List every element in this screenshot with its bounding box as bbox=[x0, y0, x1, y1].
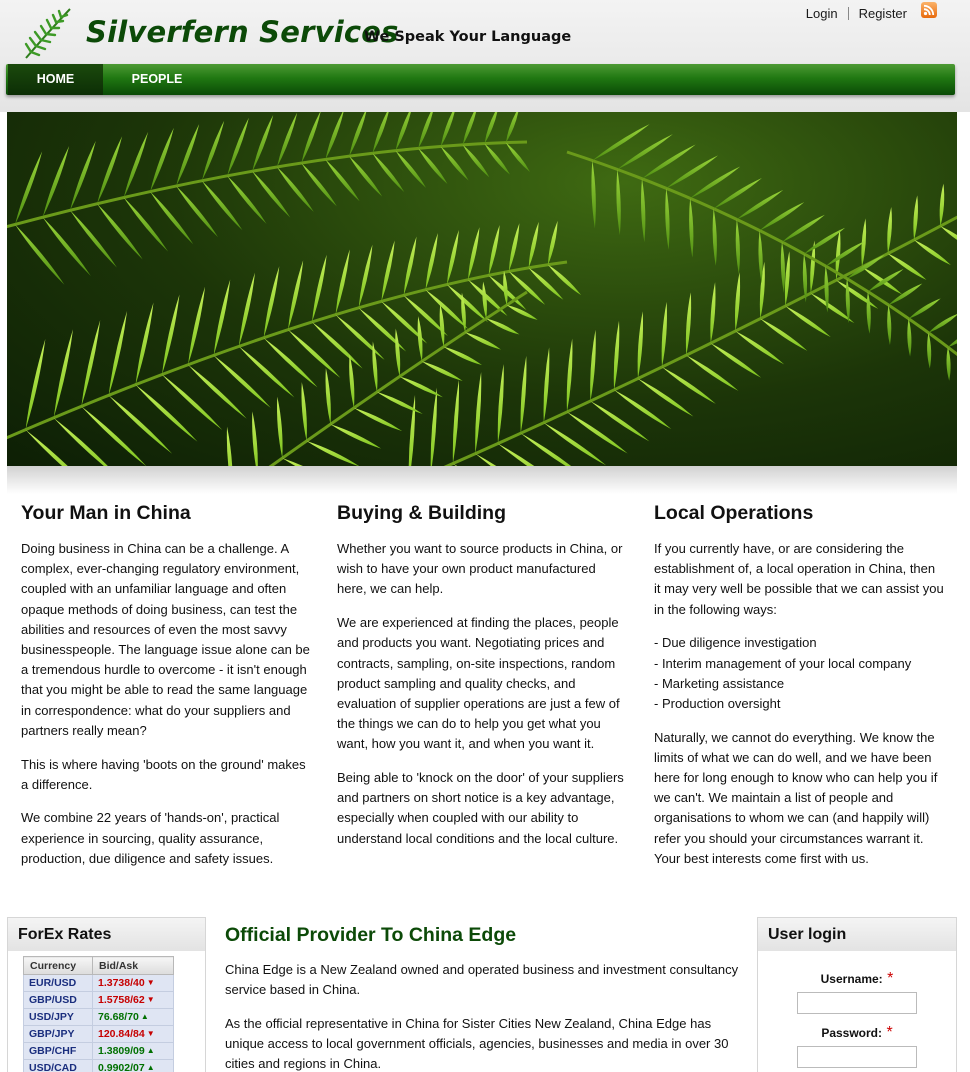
bid-ask-cell bbox=[93, 975, 174, 992]
column-paragraph: We combine 22 years of 'hands-on', practical experience in sourcing, quality assurance, production, due diligence and safety issues. bbox=[21, 810, 280, 866]
bid-ask-cell bbox=[93, 1060, 174, 1072]
block-title: User login bbox=[758, 918, 956, 951]
trend-down-icon: ▼ bbox=[146, 978, 155, 987]
site-name[interactable]: Silverfern Services bbox=[86, 15, 399, 49]
column-paragraph: Being able to 'knock on the door' of your suppliers and partners on short notice is a key advantage, especially when coupled with our ability to understand local conditions and the local culture. bbox=[337, 770, 624, 846]
trend-up-icon: ▲ bbox=[140, 1012, 149, 1021]
bid-ask-value: 0.9902/07 bbox=[98, 1062, 145, 1072]
bid-ask-value: 1.3738/40 bbox=[98, 977, 145, 989]
column-paragraph: Doing business in China can be a challenge. A complex, ever-changing regulatory environment, coupled with an unfamiliar language and often opaque methods of doing business, can test the abilities and resources of even the most savvy businesspeople. The language issue alone can be a tremendous hurdle to overcome - it isn't enough that you might be able to read the same language in correspondence: what do your suppliers and partners really mean? bbox=[21, 541, 310, 738]
block-title: ForEx Rates bbox=[8, 918, 205, 951]
bid-ask-value: 120.84/84 bbox=[98, 1028, 145, 1040]
column-paragraph: Naturally, we cannot do everything. We know the limits of what we can do well, and we have been here for long enough to know who can help you if we can't. We maintain a list of people and organisations to whom we can (and happily will) refer you should your circumstances warrant it. Your best interests come first with us. bbox=[654, 729, 938, 866]
username-field-group bbox=[758, 970, 956, 1014]
trend-down-icon: ▼ bbox=[146, 995, 155, 1004]
currency-pair: GBP/USD bbox=[24, 992, 93, 1009]
column-title: Local Operations bbox=[654, 502, 814, 524]
currency-pair: EUR/USD bbox=[24, 975, 93, 992]
section-paragraph: As the official representative in China for Sister Cities New Zealand, China Edge has unique access to local government officials, agencies, businesses and media in over 30 cities and regions in China. bbox=[225, 1015, 729, 1072]
username-label: Username: bbox=[820, 972, 883, 986]
required-marker: * bbox=[886, 1024, 893, 1041]
bid-ask-cell bbox=[93, 1043, 174, 1060]
column-title: Buying & Building bbox=[337, 502, 506, 524]
nav-item-home[interactable]: HOME bbox=[8, 64, 103, 95]
nav-item-people[interactable]: PEOPLE bbox=[131, 72, 183, 86]
forex-row bbox=[24, 1060, 174, 1072]
fern-fronds bbox=[7, 112, 957, 466]
forex-row bbox=[24, 1043, 174, 1060]
required-marker: * bbox=[887, 970, 894, 987]
column-paragraph: We are experienced at finding the places, people and products you want. Negotiating prices and contracts, sampling, on-site inspections, random product sampling and quality checks, and evaluation of supplier operations are just a few of the things we can do to help you get what you want, how you want it, and when you want it. bbox=[337, 615, 620, 752]
table-header: Currency bbox=[24, 957, 93, 975]
trend-up-icon: ▲ bbox=[146, 1046, 155, 1055]
currency-pair: GBP/JPY bbox=[24, 1026, 93, 1043]
banner-shadow bbox=[7, 466, 957, 494]
currency-pair: USD/JPY bbox=[24, 1009, 93, 1026]
column-buying-building bbox=[337, 500, 627, 862]
password-field-group bbox=[758, 1024, 956, 1068]
site-slogan: We Speak Your Language bbox=[364, 29, 572, 45]
password-input[interactable] bbox=[797, 1046, 917, 1068]
main-navigation bbox=[6, 64, 955, 95]
section-title: Official Provider To China Edge bbox=[225, 924, 517, 946]
forex-row bbox=[24, 1009, 174, 1026]
forex-table bbox=[23, 956, 174, 1072]
password-label: Password: bbox=[821, 1026, 882, 1040]
service-list: - Due diligence investigation - Interim management of your local company - Marketing assistance - Production oversight bbox=[654, 635, 912, 711]
rss-feed-icon[interactable] bbox=[921, 2, 937, 18]
currency-pair: USD/CAD bbox=[24, 1060, 93, 1072]
forex-row bbox=[24, 1026, 174, 1043]
bid-ask-cell bbox=[93, 1026, 174, 1043]
forex-row bbox=[24, 975, 174, 992]
trend-up-icon: ▲ bbox=[146, 1063, 155, 1072]
official-provider-section bbox=[225, 924, 740, 1072]
column-paragraph: If you currently have, or are considering the establishment of, a local operation in China, then it may very well be possible that we can assist you in the following ways: bbox=[654, 541, 944, 617]
table-header: Bid/Ask bbox=[93, 957, 174, 975]
bid-ask-value: 76.68/70 bbox=[98, 1011, 139, 1023]
site-header bbox=[0, 0, 970, 112]
username-input[interactable] bbox=[797, 992, 917, 1014]
column-paragraph: This is where having 'boots on the ground' makes a difference. bbox=[21, 756, 306, 792]
fern-logo-icon[interactable] bbox=[20, 6, 74, 60]
fern-banner-image bbox=[7, 112, 957, 466]
forex-rates-block bbox=[7, 917, 206, 1072]
account-links bbox=[806, 6, 907, 21]
forex-row bbox=[24, 992, 174, 1009]
bid-ask-value: 1.3809/09 bbox=[98, 1045, 145, 1057]
link-divider bbox=[848, 7, 849, 20]
register-link[interactable]: Register bbox=[858, 6, 907, 21]
column-local-operations bbox=[654, 500, 944, 883]
currency-pair: GBP/CHF bbox=[24, 1043, 93, 1060]
bid-ask-cell bbox=[93, 992, 174, 1009]
section-paragraph: China Edge is a New Zealand owned and operated business and investment consultancy service based in China. bbox=[225, 962, 739, 998]
bid-ask-value: 1.5758/62 bbox=[98, 994, 145, 1006]
column-your-man-in-china bbox=[21, 500, 311, 883]
column-paragraph: Whether you want to source products in China, or wish to have your own product manufactured here, we can help. bbox=[337, 541, 623, 597]
column-title: Your Man in China bbox=[21, 502, 191, 524]
bid-ask-cell bbox=[93, 1009, 174, 1026]
user-login-block bbox=[757, 917, 957, 1072]
trend-down-icon: ▼ bbox=[146, 1029, 155, 1038]
login-link[interactable]: Login bbox=[805, 6, 838, 21]
